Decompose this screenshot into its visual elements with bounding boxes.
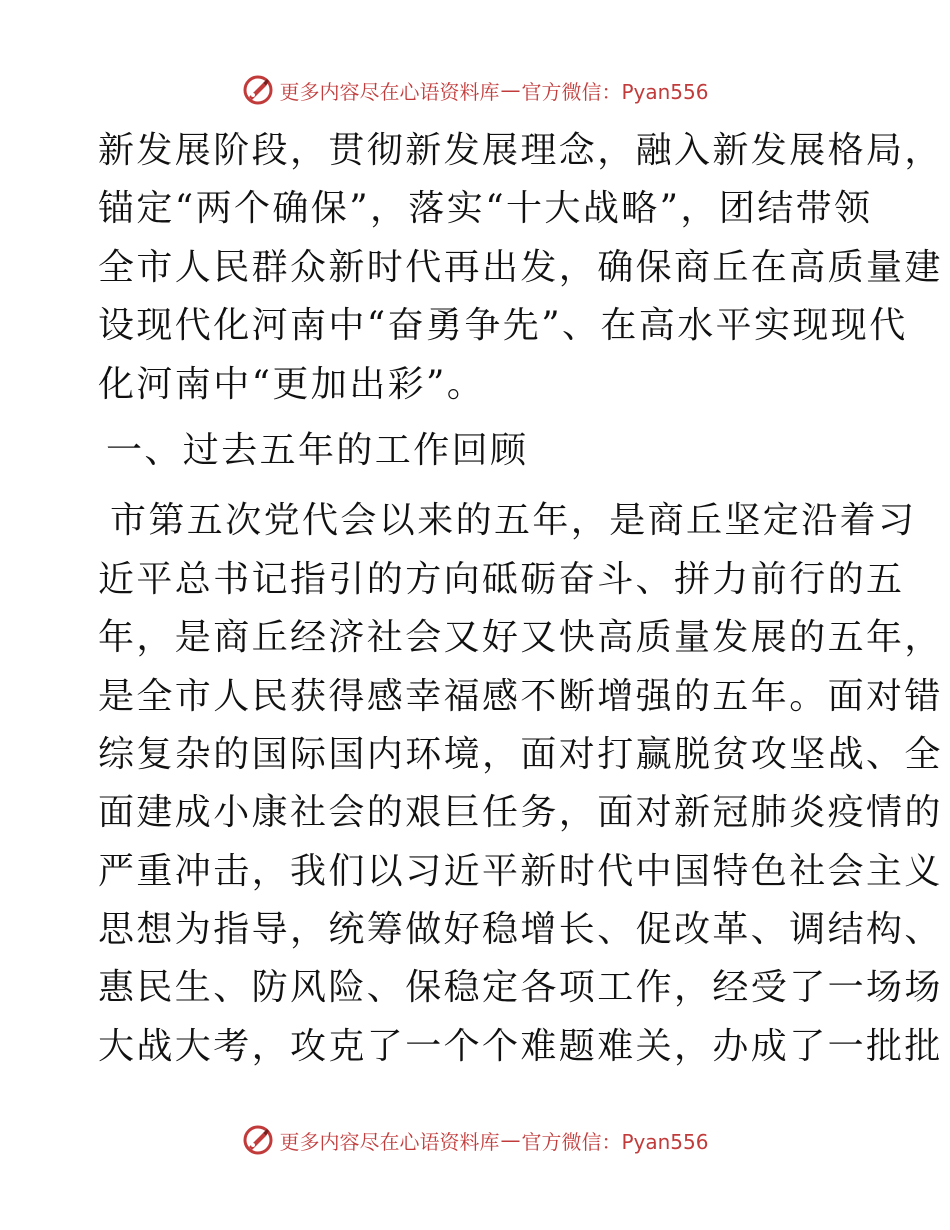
text-line: 设现代化河南中“奋勇争先”、在高水平实现现代 [98, 305, 908, 347]
text-line: 锚定“两个确保”，落实“十大战略”，团结带领 [98, 188, 873, 230]
paragraph-2 [98, 492, 943, 1076]
footer-promo-text: 更多内容尽在心语资料库 [279, 1129, 500, 1154]
text-line: 新发展阶段，贯彻新发展理念，融入新发展格局， [98, 130, 943, 171]
text-line: 大战大考，攻克了一个个难题难关，办成了一批批 [98, 1025, 943, 1067]
pen-swirl-icon [241, 1123, 275, 1157]
pen-swirl-icon [241, 73, 275, 107]
header-banner [0, 70, 950, 110]
header-wechat-text: 官方微信：Pyan556 [521, 79, 709, 104]
text-line: 市第五次党代会以来的五年，是商丘坚定沿着习 [110, 500, 917, 542]
header-promo-text: 更多内容尽在心语资料库 [279, 79, 500, 104]
footer-banner [0, 1120, 950, 1160]
text-line: 综复杂的国际国内环境，面对打赢脱贫攻坚战、全 [98, 733, 943, 775]
text-line: 惠民生、防风险、保稳定各项工作，经受了一场场 [98, 967, 943, 1009]
footer-separator: — [500, 1128, 521, 1152]
text-line: 面建成小康社会的艰巨任务，面对新冠肺炎疫情的 [98, 792, 943, 834]
header-separator: — [500, 78, 521, 102]
text-line: 思想为指导，统筹做好稳增长、促改革、调结构、 [98, 909, 943, 951]
text-line: 全市人民群众新时代再出发，确保商丘在高质量建 [98, 246, 943, 288]
paragraph-1 [98, 122, 943, 414]
document-body [98, 122, 943, 1076]
text-line: 严重冲击，我们以习近平新时代中国特色社会主义 [98, 850, 943, 892]
text-line: 化河南中“更加出彩”。 [98, 363, 486, 405]
text-line: 是全市人民获得感幸福感不断增强的五年。面对错 [98, 675, 943, 717]
footer-wechat-text: 官方微信：Pyan556 [521, 1129, 709, 1154]
text-line: 近平总书记指引的方向砥砺奋斗、拼力前行的五 [98, 558, 905, 600]
text-line: 年，是商丘经济社会又好又快高质量发展的五年， [98, 617, 943, 659]
section-heading: 一、过去五年的工作回顾 [106, 429, 529, 471]
